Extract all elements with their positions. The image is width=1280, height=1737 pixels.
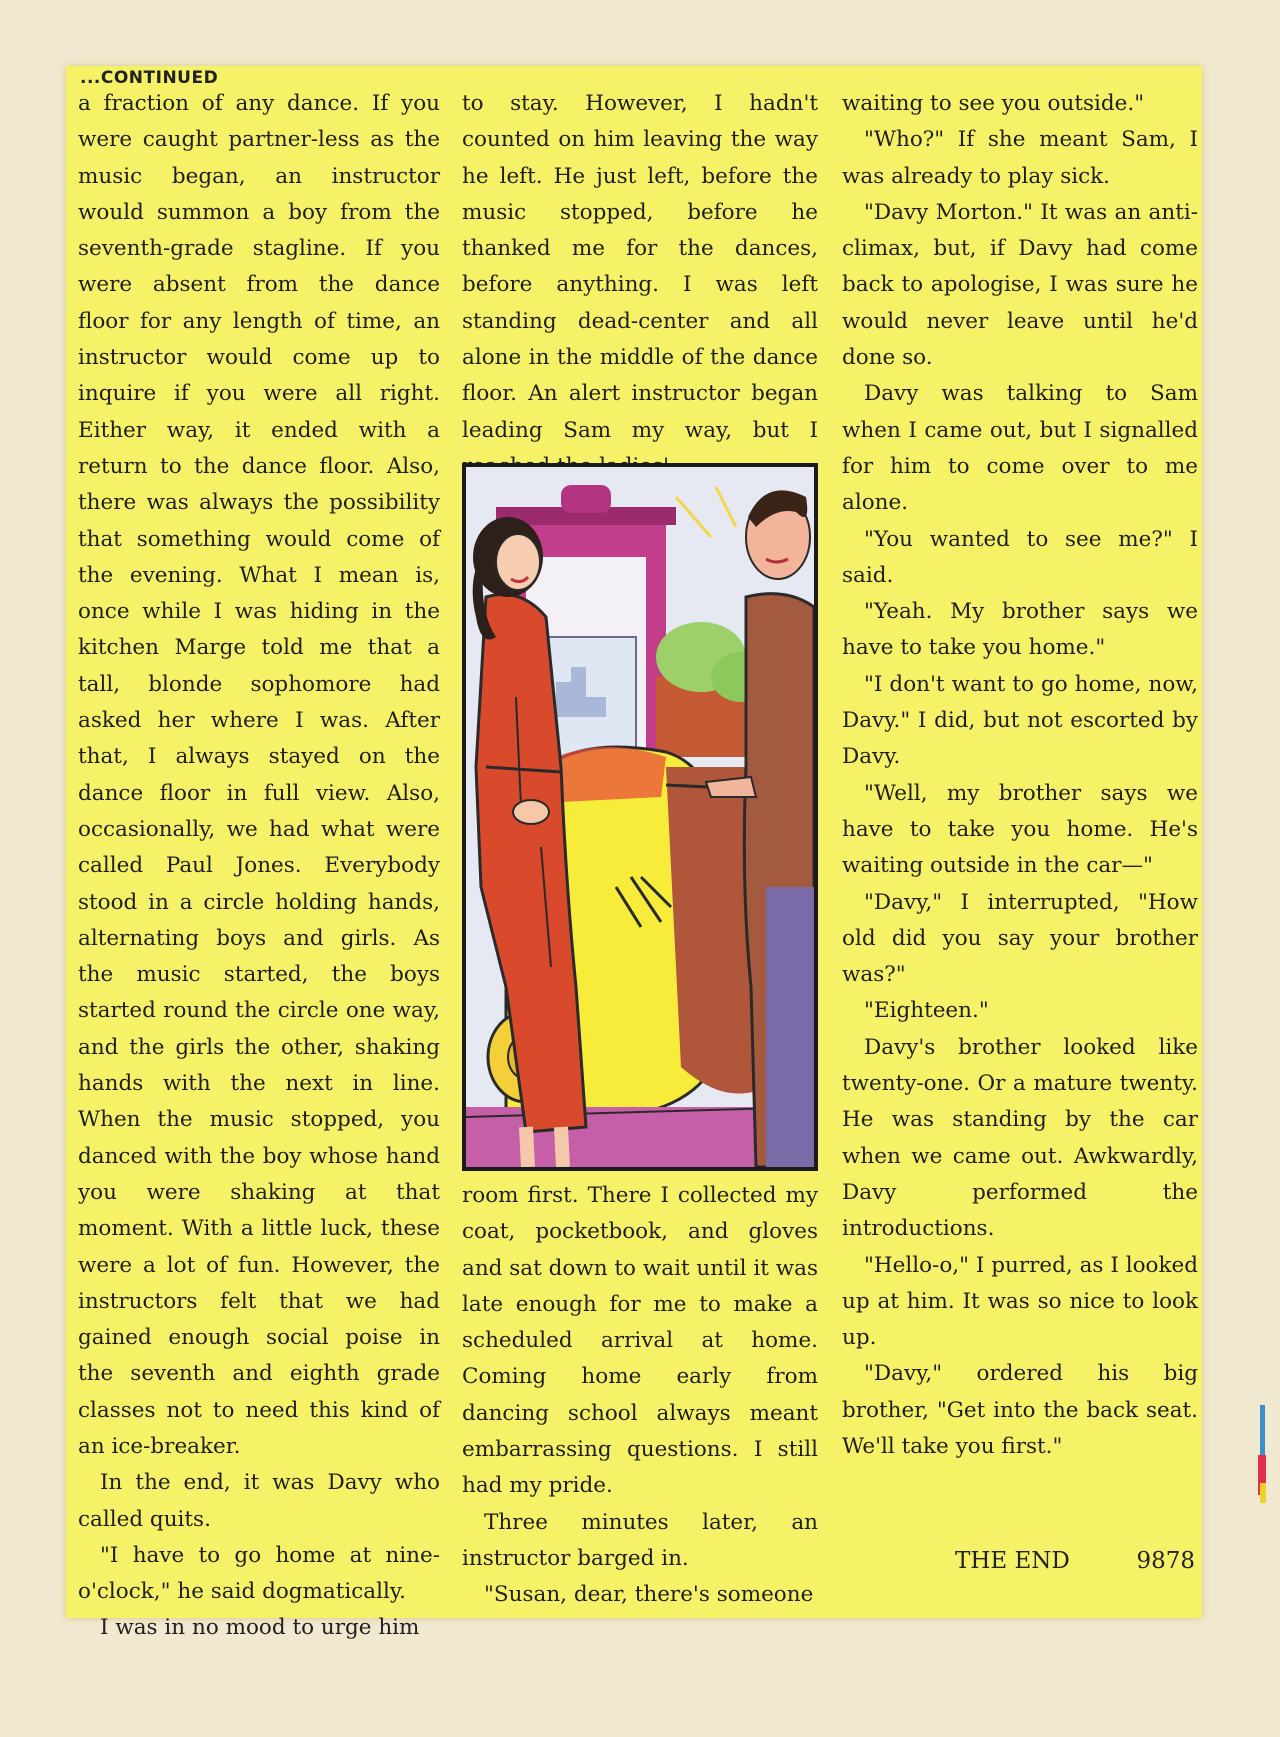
paragraph: "Who?" If she meant Sam, I was already to play sick. [842,127,1198,189]
paragraph: "Well, my brother says we have to take you home. He's waiting outside in the car—" [842,780,1198,879]
paragraph: waiting to see you outside." [842,91,1145,116]
paragraph: "Davy," I interrupted, "How old did you say your brother was?" [842,889,1198,988]
paragraph: room first. There I collected my coat, pocketbook, and gloves and sat down to wait until it was late enough for me to make a scheduled arrival at home. Coming home early from dancing school always meant embarrassing questions. I still had my pride. [462,1183,818,1499]
paragraph: Davy's brother looked like twenty-one. Or a mature twenty. He was standing by the car when we came out. Awkwardly, Davy performed the introductions. [842,1034,1198,1242]
paragraph: "I have to go home at nine-o'clock," he said dogmatically. [78,1542,440,1605]
paragraph: "Davy," ordered his big brother, "Get into the back seat. We'll take you first." [842,1361,1198,1459]
column-2-top [462,86,818,485]
continued-header: ...CONTINUED [80,68,219,88]
paragraph: In the end, it was Davy who called quits. [78,1470,440,1532]
paragraph: Davy was talking to Sam when I came out, but I signalled for him to come over to me alone. [842,381,1198,516]
paragraph: "Eighteen." [864,998,989,1024]
column-2-bottom [462,1178,818,1614]
the-end-label: THE END [955,1548,1070,1574]
paragraph: "Yeah. My brother says we have to take you home." [842,599,1198,661]
page-code: 9878 [1136,1548,1195,1574]
paragraph: "You wanted to see me?" I said. [842,526,1198,588]
print-registration-marks [1256,1405,1270,1525]
paragraph: Three minutes later, an instructor barged in. [462,1509,818,1571]
paragraph: to stay. However, I hadn't counted on him leaving the way he left. He just left, before the music stopped, before he thanked me for the dances, before anything. I was left standing dead-center and all alone in the middle of the dance floor. An alert instructor began leading Sam my way, but I [462,91,818,443]
column-3 [842,86,1198,1465]
paragraph: a fraction of any dance. If you were caught partner-less as the music began, an instructor would summon a boy from the seventh-grade stagline. If you were absent from the dance floor for any length of time, an instructor would come up to inquire if you were all right. Either way, it ended with a return to the dance floor. Also, there was always the possibility that something would come of the evening. What I mean is, once while I was hiding in the kitchen Marge told me that a tall, blonde sophomore had asked her where I was. After that, I always stayed on the dance floor in full view. Also, occasionally, we had what were called Paul Jones. Everybody stood in a circle holding hands, alternating boys and girls. As the music started, the boys started round the circle one way, and the girls the other, shaking hands with the next in line. When the music stopped, you danced with the boy whose hand you were shaking at that moment. With a little luck, these were a lot of fun. However, the instructors felt that we had gained enough social poise in the seventh and eighth grade classes not to need this kind of an ice-breaker. [78,91,440,1459]
paragraph: "Hello-o," I purred, as I looked up at him. It was so nice to look up. [842,1252,1198,1351]
illustration-art [466,467,814,1167]
paragraph: "Davy Morton." It was an anti-climax, but, if Davy had come back to apologise, I was sure he would never leave until he'd done so. [842,199,1198,371]
paragraph: "Susan, dear, there's someone [484,1582,814,1608]
paragraph: "I don't want to go home, now, Davy." I did, but not escorted by Davy. [842,671,1198,770]
paragraph: I was in no mood to urge him [100,1615,420,1641]
end-line [955,1548,1195,1574]
illustration-panel [462,463,818,1171]
column-1 [78,86,440,1647]
